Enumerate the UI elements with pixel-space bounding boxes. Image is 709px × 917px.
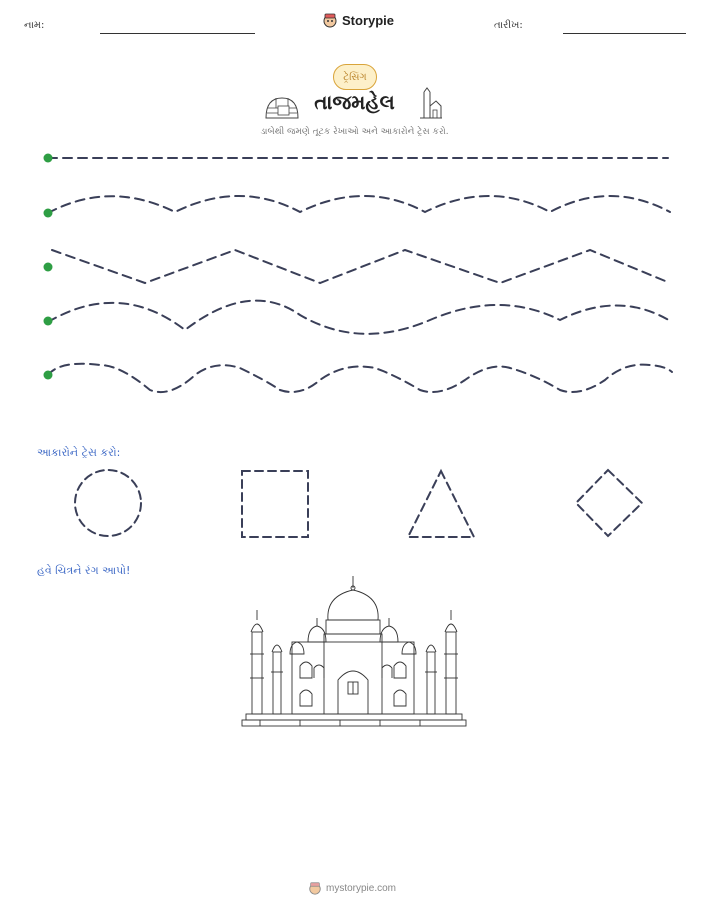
shapes-section-label: આકારોને ટ્રેસ કરો: bbox=[37, 446, 121, 459]
tracing-lines bbox=[0, 140, 709, 400]
date-line bbox=[563, 33, 686, 34]
page-title: તાજમહેલ bbox=[314, 90, 395, 114]
trace-triangle bbox=[408, 471, 474, 537]
trace-line-wave bbox=[48, 196, 670, 213]
trace-line-curve bbox=[48, 301, 672, 334]
brand-name: Storypie bbox=[342, 12, 395, 28]
storypie-mascot-icon bbox=[308, 881, 322, 895]
tracing-shapes bbox=[0, 465, 709, 545]
name-line bbox=[100, 33, 255, 34]
storypie-mascot-icon bbox=[322, 12, 338, 28]
trace-line-scallop bbox=[48, 364, 672, 392]
start-dot bbox=[44, 371, 53, 380]
instruction-text: ડાબેથી જમણે તૂટક રેખાઓ અને આકારોને ટ્રેસ કરો. bbox=[260, 127, 449, 137]
trace-diamond bbox=[576, 470, 642, 536]
start-dot bbox=[44, 209, 53, 218]
trace-circle bbox=[75, 470, 141, 536]
tracing-badge: ટ્રેસિંગ bbox=[333, 64, 377, 90]
taj-mahal-illustration bbox=[240, 574, 470, 734]
start-dot bbox=[44, 317, 53, 326]
church-icon bbox=[416, 88, 442, 120]
brand-logo bbox=[322, 12, 394, 28]
date-label: તારીખ: bbox=[494, 20, 523, 31]
trace-line-zigzag bbox=[52, 250, 670, 283]
footer bbox=[308, 881, 396, 895]
name-label: નામ: bbox=[24, 20, 45, 31]
trace-square bbox=[242, 471, 308, 537]
footer-site[interactable]: mystorypie.com bbox=[326, 882, 397, 894]
start-dot bbox=[44, 263, 53, 272]
start-dot bbox=[44, 154, 53, 163]
color-section-label: હવે ચિત્રને રંગ આપો! bbox=[37, 564, 131, 577]
